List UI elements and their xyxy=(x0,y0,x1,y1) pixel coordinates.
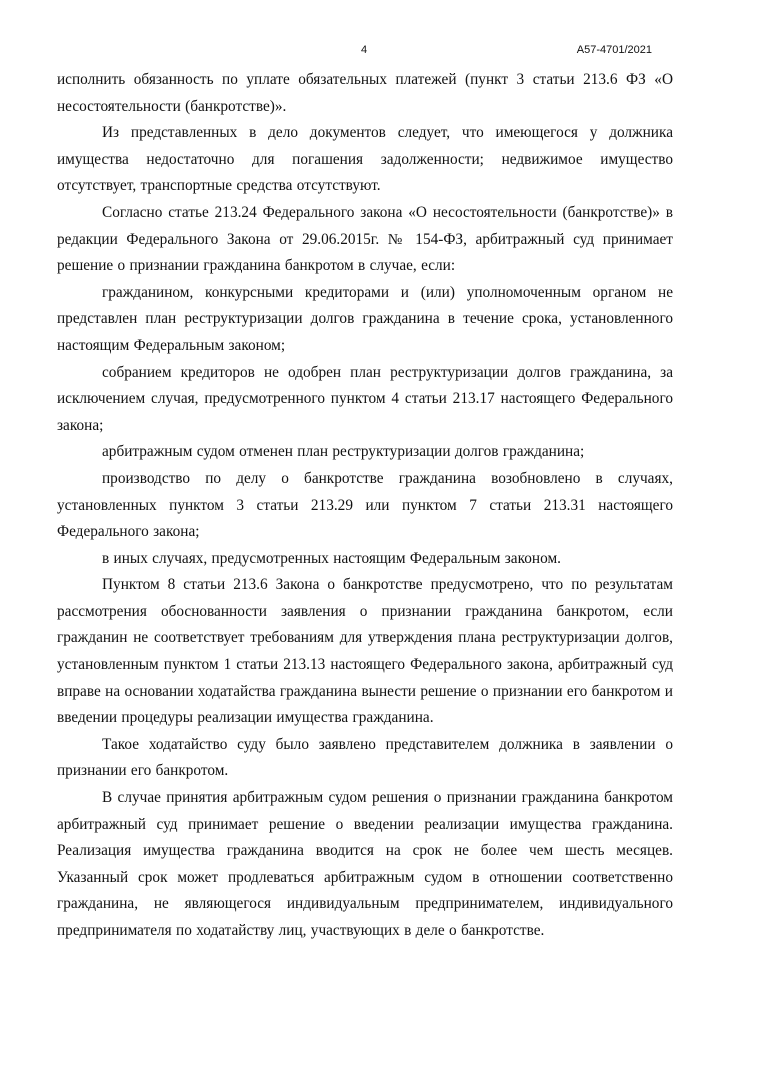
paragraph: Пунктом 8 статьи 213.6 Закона о банкротстве предусмотрено, что по результатам рассмотрения обоснованности заявления о признании гражданина банкротом, если гражданин не соответствует требованиям для утверждения плана реструктуризации долгов, установленным пунктом 1 статьи 213.13 настоящего Федерального закона, арбитражный суд вправе на основании ходатайства гражданина вынести решение о признании его банкротом и введении процедуры реализации имущества гражданина. xyxy=(57,576,673,727)
paragraph: Согласно статье 213.24 Федерального закона «О несостоятельности (банкротстве)» в редакции Федерального Закона от 29.06.2015г. № 154-ФЗ, арбитражный суд принимает решение о признании гражданина банкротом в случае, если: xyxy=(57,203,673,275)
list-paragraph: арбитражным судом отменен план реструктуризации долгов гражданина; xyxy=(102,443,585,461)
paragraph-continuation: исполнить обязанность по уплате обязательных платежей (пункт 3 статьи 213.6 ФЗ «О несостоятельности (банкротстве)». xyxy=(57,71,673,115)
list-paragraph: собранием кредиторов не одобрен план реструктуризации долгов гражданина, за исключением случая, предусмотренного пунктом 4 статьи 213.17 настоящего Федерального закона; xyxy=(57,363,673,434)
list-paragraph: гражданином, конкурсными кредиторами и (или) уполномоченным органом не представлен план реструктуризации долгов гражданина в течение срока, установленного настоящим Федеральным законом; xyxy=(57,283,673,354)
page-number: 4 xyxy=(360,44,368,56)
paragraph: В случае принятия арбитражным судом решения о признании гражданина банкротом арбитражный суд принимает решение о введении реализации имущества гражданина. Реализация имущества гражданина вводится на срок не более чем шесть месяцев. Указанный срок может продлеваться арбитражным судом в отношении соответственно гражданина, не являющегося индивидуальным предпринимателем, индивидуального предпринимателя по ходатайству лиц, участвующих в деле о банкротстве. xyxy=(57,789,673,939)
document-body xyxy=(57,67,673,945)
case-number: А57-4701/2021 xyxy=(576,44,652,56)
list-paragraph: в иных случаях, предусмотренных настоящим Федеральным законом. xyxy=(102,549,561,567)
list-paragraph: производство по делу о банкротстве гражданина возобновлено в случаях, установленных пунктом 3 статьи 213.29 или пунктом 7 статьи 213.31 настоящего Федерального закона; xyxy=(57,469,673,541)
paragraph: Из представленных в дело документов следует, что имеющегося у должника имущества недостаточно для погашения задолженности; недвижимое имущество отсутствует, транспортные средства отсутствуют. xyxy=(57,124,673,195)
paragraph: Такое ходатайство суду было заявлено представителем должника в заявлении о признании его банкротом. xyxy=(57,735,673,780)
